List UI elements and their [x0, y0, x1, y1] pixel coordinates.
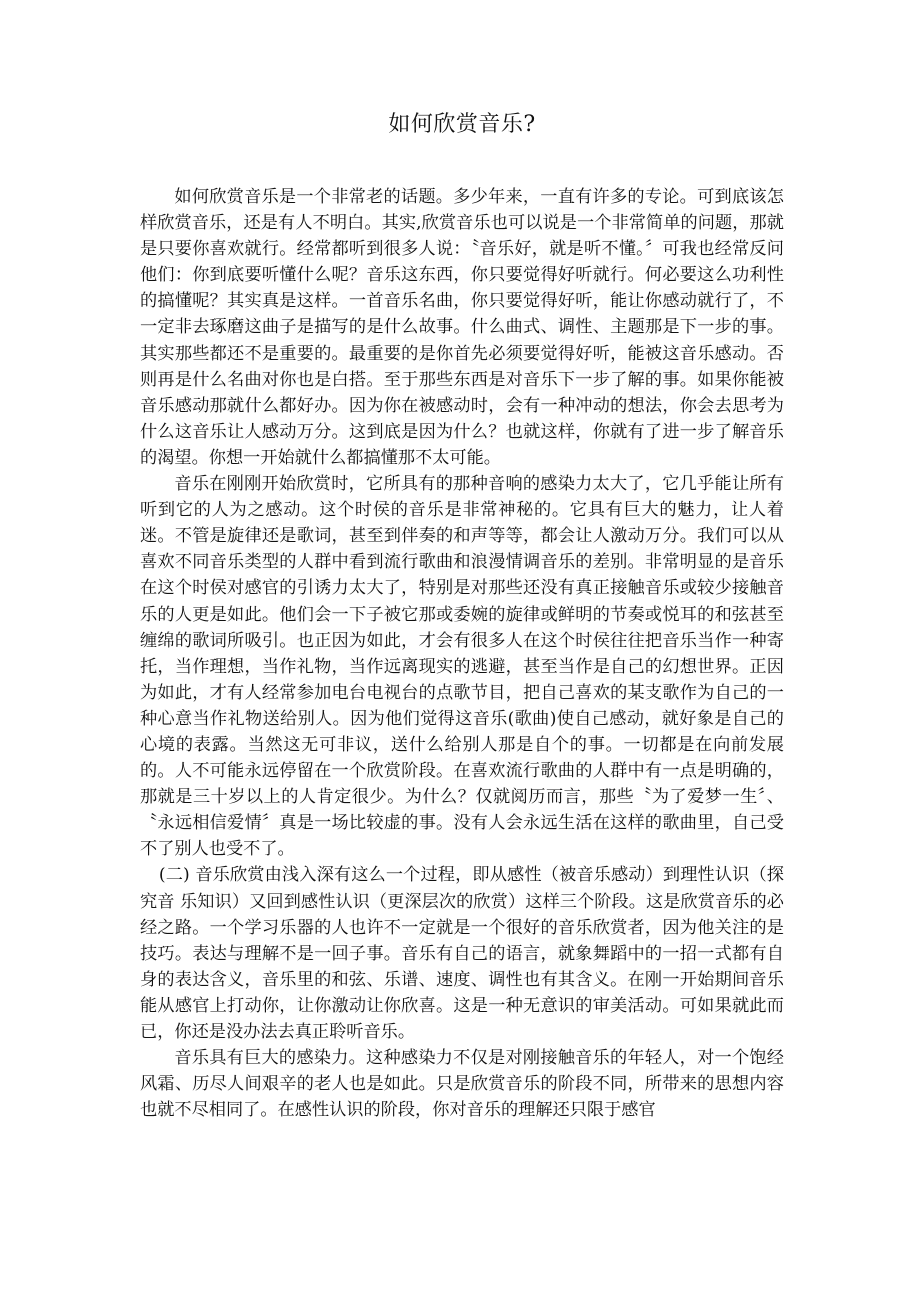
paragraph-1: 如何欣赏音乐是一个非常老的话题。多少年来，一直有许多的专论。可到底该怎样欣赏音乐，还是有人不明白。其实,欣赏音乐也可以说是一个非常简单的问题，那就是只要你喜欢就行。经常都听到很多人说：〝音乐好，就是听不懂。〞可我也经常反问他们：你到底要听懂什么呢？音乐这东西，你只要觉得好听就行。何必要这么功利性的搞懂呢？其实真是这样。一首音乐名曲，你只要觉得好听，能让你感动就行了，不一定非去琢磨这曲子是描写的是什么故事。什么曲式、调性、主题那是下一步的事。其实那些都还不是重要的。最重要的是你首先必须要觉得好听，能被这音乐感动。否则再是什么名曲对你也是白搭。至于那些东西是对音乐下一步了解的事。如果你能被音乐感动那就什么都好办。因为你在被感动时，会有一种冲动的想法，你会去思考为什么这音乐让人感动万分。这到底是因为什么？也就这样，你就有了进一步了解音乐的渴望。你想一开始就什么都搞懂那不太可能。	[140, 187, 784, 468]
paragraph-3: (二) 音乐欣赏由浅入深有这么一个过程，即从感性（被音乐感动）到理性认识（探究音 乐知识）又回到感性认识（更深层次的欣赏）这样三个阶段。这是欣赏音乐的必经之路。一个学习乐器的人也许不一定就是一个很好的音乐欣赏者，因为他关注的是技巧。表达与理解不是一回子事。音乐有自己的语言，就象舞蹈中的一招一式都有自身的表达含义，音乐里的和弦、乐谱、速度、调性也有其含义。在刚一开始期间音乐能从感官上打动你，让你激动让你欣喜。这是一种无意识的审美活动。可如果就此而已，你还是没办法去真正聆听音乐。	[140, 865, 784, 1042]
document-page	[140, 110, 784, 1123]
paragraph-2: 音乐在刚刚开始欣赏时，它所具有的那种音响的感染力太大了，它几乎能让所有听到它的人为之感动。这个时侯的音乐是非常神秘的。它具有巨大的魅力，让人着迷。不管是旋律还是歌词，甚至到伴奏的和声等等，都会让人激动万分。我们可以从喜欢不同音乐类型的人群中看到流行歌曲和浪漫情调音乐的差别。非常明显的是音乐在这个时侯对感官的引诱力太大了，特别是对那些还没有真正接触音乐或较少接触音乐的人更是如此。他们会一下子被它那或委婉的旋律或鲜明的节奏或悦耳的和弦甚至缠绵的歌词所吸引。也正因为如此，才会有很多人在这个时侯往往把音乐当作一种寄托，当作理想，当作礼物，当作远离现实的逃避，甚至当作是自己的幻想世界。正因为如此，才有人经常参加电台电视台的点歌节目，把自己喜欢的某支歌作为自己的一种心意当作礼物送给别人。因为他们觉得这音乐(歌曲)使自己感动，就好象是自己的心境的表露。当然这无可非议，送什么给别人那是自个的事。一切都是在向前发展的。人不可能永远停留在一个欣赏阶段。在喜欢流行歌曲的人群中有一点是明确的，那就是三十岁以上的人肯定很少。为什么？仅就阅历而言，那些〝为了爱梦一生〞、〝永远相信爱情〞真是一场比较虚的事。没有人会永远生活在这样的歌曲里，自己受不了别人也受不了。	[140, 474, 784, 860]
document-title: 如何欣赏音乐?	[388, 112, 536, 137]
paragraph-4: 音乐具有巨大的感染力。这种感染力不仅是对刚接触音乐的年轻人，对一个饱经风霜、历尽人间艰辛的老人也是如此。只是欣赏音乐的阶段不同，所带来的思想内容也就不尽相同了。在感性认识的阶段，你对音乐的理解还只限于感官	[140, 1048, 784, 1121]
